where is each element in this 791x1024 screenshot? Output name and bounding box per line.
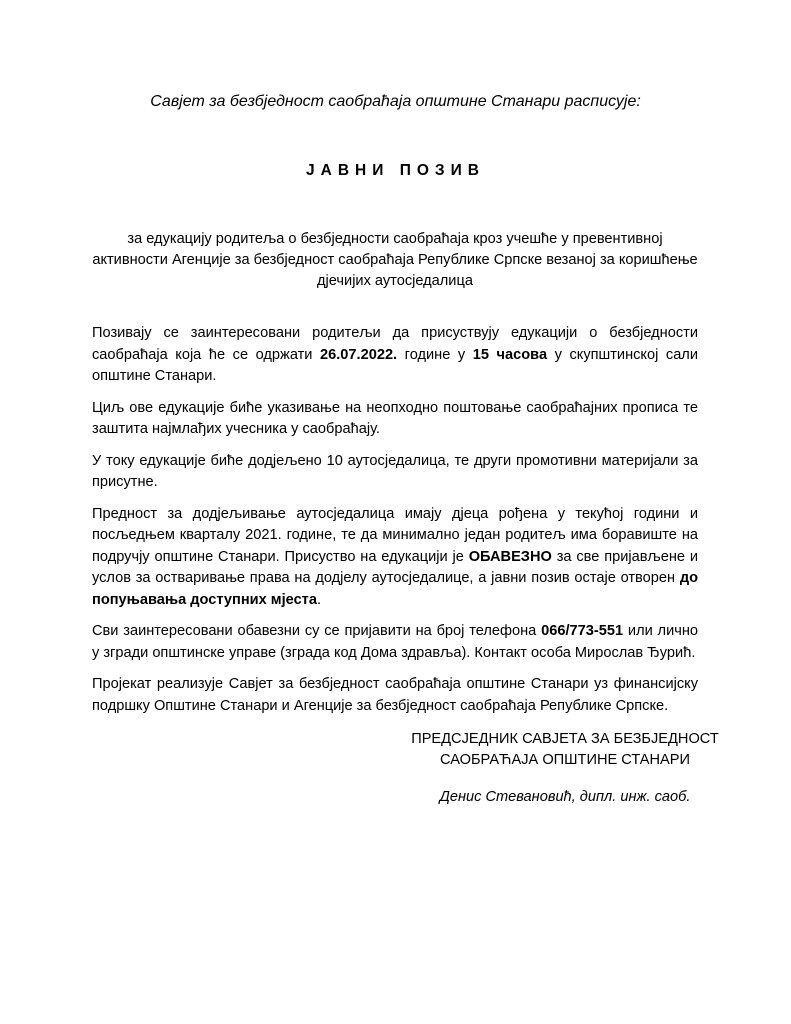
- paragraph-invitation: [92, 323, 698, 388]
- signature-title-line2: САОБРАЋАЈА ОПШТИНЕ СТАНАРИ: [440, 752, 690, 768]
- paragraph-project: Пројекат реализује Савјет за безбједност саобраћаја општине Станари уз финансијску подршку Општине Станари и Агенције за безбједност саобраћаја Републике Српске.: [92, 676, 698, 714]
- text-span: Позивају се заинтересовани родитељи да присуствују едукацији о безбједности саобраћаја која ће се одржати: [92, 325, 698, 363]
- paragraph-contact: [92, 621, 698, 664]
- text-span: или лично у згради општинске управе (зграда код Дома здравља). Контакт особа Мирослав Ђурић.: [92, 623, 698, 661]
- phone-number: 066/773-551: [541, 623, 624, 639]
- text-span: Сви заинтересовани обавезни су се пријавити на број телефона: [92, 623, 542, 639]
- paragraph-goal: Циљ ове едукације биће указивање на неопходно поштовање саобраћајних прописа те заштита најмлађих учесника у саобраћају.: [92, 399, 698, 437]
- signature-block: [395, 729, 735, 771]
- text-span: .: [316, 591, 322, 608]
- event-time: 15 часова: [472, 346, 548, 363]
- open-until-notice: до попуњавања доступних мјеста: [92, 570, 698, 608]
- text-span: Предност за додјељивање аутосједалица имају дјеца рођена у текућој години и посљедњем кварталу 2021. године, те да минимално један родитељ има боравиште на подручју општине Станари. Присуство на едукацији је: [92, 505, 698, 565]
- text-span: за све пријављене и услов за остваривање права на додјелу аутосједалице, а јавни позив остаје отворен: [92, 548, 698, 586]
- signature-title-line1: ПРЕДСЈЕДНИК САВЈЕТА ЗА БЕЗБЈЕДНОСТ: [411, 731, 719, 747]
- mandatory-notice: ОБАВЕЗНО: [468, 548, 552, 565]
- text-span: у скупштинској сали општине Станари.: [92, 346, 698, 384]
- document-subtitle: за едукацију родитеља о безбједности саобраћаја кроз учешће у превентивној активности Агенције за безбједност саобраћаја Републике Српске везаној за коришћење дјечијих аутосједалица: [92, 231, 698, 289]
- paragraph-priority: [92, 504, 698, 612]
- document-header: Савјет за безбједност саобраћаја општине Станари расписује:: [150, 93, 641, 110]
- text-span: године у: [397, 346, 473, 363]
- document-body: [92, 323, 698, 727]
- paragraph-distribution: У току едукације биће додјељено 10 аутосједалица, те други промотивни материјали за присутне.: [92, 452, 698, 490]
- document-title: ЈАВНИ ПОЗИВ: [306, 162, 485, 179]
- event-date: 26.07.2022.: [320, 346, 398, 363]
- signature-name: Денис Стевановић, дипл. инж. саоб.: [439, 789, 691, 805]
